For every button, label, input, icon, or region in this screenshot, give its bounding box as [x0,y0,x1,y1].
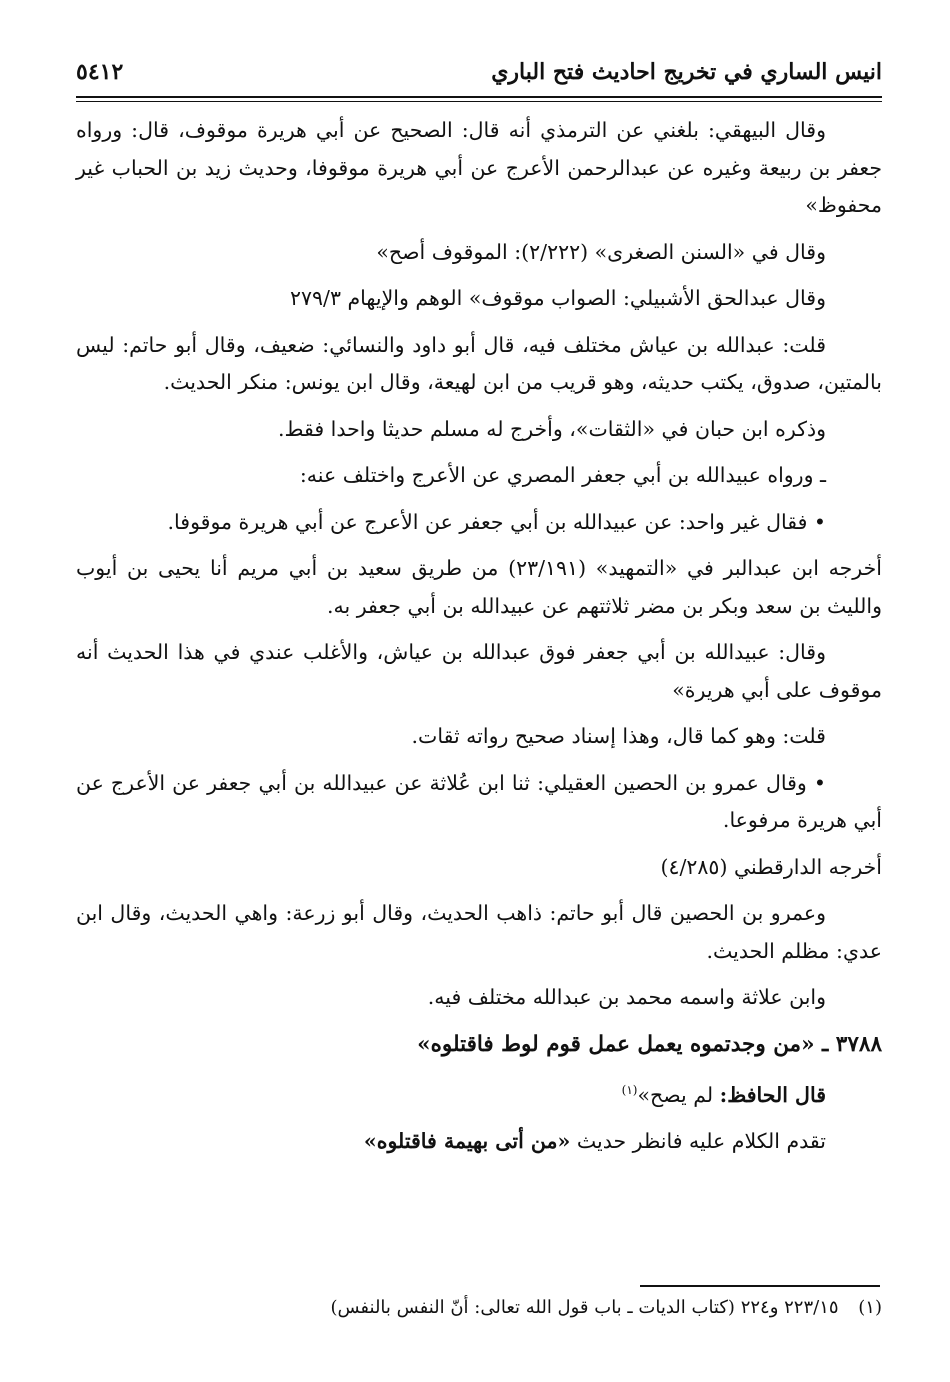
paragraph-text: وقال عمرو بن الحصين العقيلي: ثنا ابن عُلاثة عن عبيدالله بن أبي جعفر عن الأعرج عن أبي هريرة مرفوعا. [76,770,882,832]
hadith-heading: ٣٧٨٨ ـ «من وجدتموه يعمل عمل قوم لوط فاقتلوه» [417,1031,882,1057]
page-header [76,50,882,94]
paragraph: ـ ورواه عبيدالله بن أبي جعفر المصري عن الأعرج واختلف عنه: [299,463,826,487]
header-rule [76,96,882,98]
paragraph: وقال في «السنن الصغرى» (٢/٢٢٢): الموقوف أصح» [376,239,826,264]
hafiz-text: لم يصح» [637,1082,714,1107]
closing-paragraph [76,1123,882,1161]
paragraph: وابن علاثة واسمه محمد بن عبدالله مختلف فيه. [427,985,826,1009]
running-title: انيس الساري في تخريج احاديث فتح الباري [491,59,882,85]
paragraph: وقال عبدالحق الأشبيلي: الصواب موقوف» الوهم والإيهام ٢٧٩/٣ [290,286,826,310]
paragraph: وقال: عبيدالله بن أبي جعفر فوق عبدالله بن عياش، والأغلب عندي في هذا الحديث أنه موقوف على أبي هريرة» [76,640,882,702]
paragraph: أخرجه ابن عبدالبر في «التمهيد» (٢٣/١٩١) من طريق سعيد بن أبي مريم أنا يحيى بن أيوب والليث بن سعد وبكر بن مضر ثلاثتهم عن عبيدالله بن أبي جعفر به. [76,556,882,618]
paragraph [76,504,882,542]
paragraph: وقال البيهقي: بلغني عن الترمذي أنه قال: الصحيح عن أبي هريرة موقوف، قال: ورواه جعفر بن ربيعة وغيره عن عبدالرحمن الأعرج عن أبي هريرة موقوفا، وحديث زيد بن الحباب غير محفوظ» [76,118,882,217]
hafiz-statement [76,1072,882,1114]
footnote-rule [640,1285,880,1287]
paragraph: وعمرو بن الحصين قال أبو حاتم: ذاهب الحديث، وقال أبو زرعة: واهي الحديث، وقال ابن عدي: مظلم الحديث. [76,901,882,963]
paragraph-text: فقال غير واحد: عن عبيدالله بن أبي جعفر عن الأعرج عن أبي هريرة موقوفا. [167,509,808,534]
paragraph [76,765,882,840]
bullet-marker: • [807,509,826,534]
header-rule-thin [76,101,882,102]
closing-hadith: «من أتى بهيمة فاقتلوه» [363,1129,571,1154]
footnote-ref: (١) [621,1083,638,1097]
hafiz-label: قال الحافظ: [719,1082,826,1107]
paragraph: وذكره ابن حبان في «الثقات»، وأخرج له مسلم حديثا واحدا فقط. [278,416,826,441]
footnote-text: ٢٢٣/١٥ و٢٢٤ (كتاب الديات ـ باب قول الله تعالى: أنّ النفس بالنفس) [330,1297,839,1318]
footnote-number: (١) [858,1297,882,1318]
paragraph: قلت: عبدالله بن عياش مختلف فيه، قال أبو داود والنسائي: ضعيف، وقال أبو حاتم: ليس بالمتين، صدوق، يكتب حديثه، وهو قريب من ابن لهيعة، وقال ابن يونس: منكر الحديث. [76,332,882,394]
bullet-marker: • [806,770,826,795]
closing-text: تقدم الكلام عليه فانظر حديث [576,1129,826,1154]
footnote [76,1293,882,1323]
page-number: ٥٤١٢ [76,59,124,85]
body-text [76,112,882,1170]
paragraph: قلت: وهو كما قال، وهذا إسناد صحيح رواته ثقات. [411,724,826,748]
paragraph: أخرجه الدارقطني (٤/٢٨٥) [660,854,882,879]
